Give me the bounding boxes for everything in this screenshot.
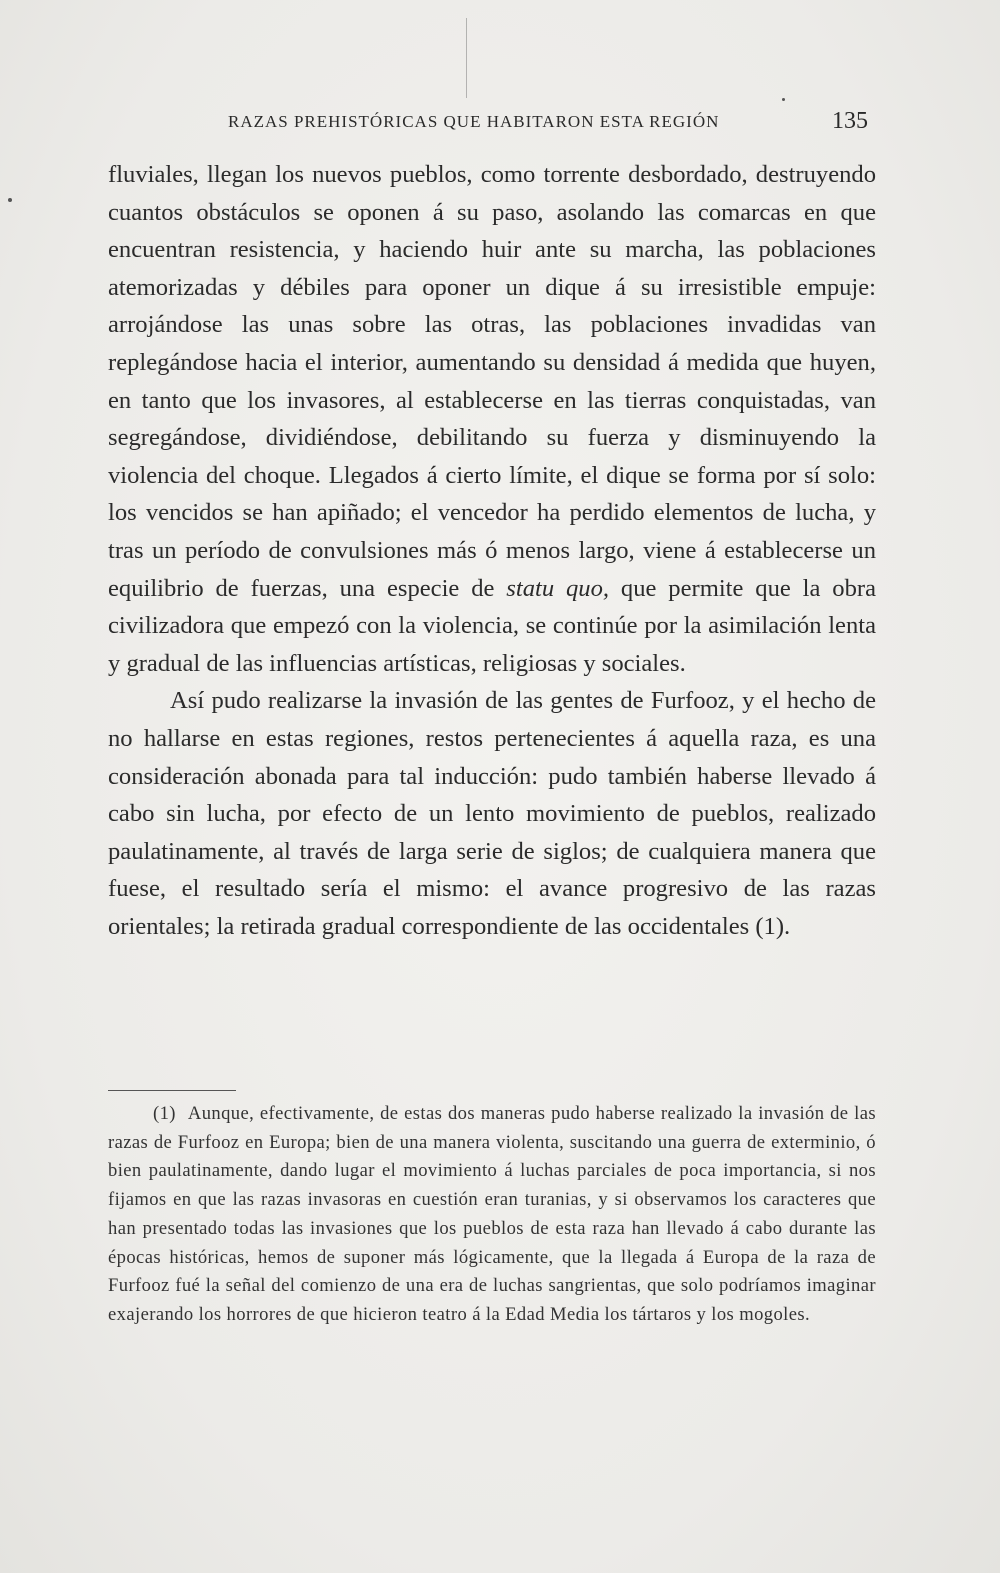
footnote-marker: (1) [153,1103,176,1124]
scan-speck [782,98,785,101]
paragraph [108,156,876,682]
footnote [108,1100,876,1330]
paragraph: Así pudo realizarse la invasión de las gentes de Furfooz, y el hecho de no hallarse en estas regiones, restos pertenecientes á aquella raza, es una consideración abonada para tal inducción: pudo también haberse llevado á cabo sin lucha, por efecto de un lento movimiento de pueblos, realizado paulatinamente, al través de larga serie de siglos; de cualquiera manera que fuese, el resultado sería el mismo: el avance progresivo de las razas orientales; la retirada gradual correspondiente de las occidentales (1). [108,687,876,940]
main-text [108,156,876,945]
footnote-divider [108,1090,236,1091]
paragraph-text: fluviales, llegan los nuevos pueblos, como torrente desbordado, destruyendo cuantos obstáculos se oponen á su paso, asolando las comarcas en que encuentran resistencia, y haciendo huir ante su marcha, las poblaciones atemorizadas y débiles para oponer un dique á su irresistible empuje: arrojándose las unas sobre las otras, las poblaciones invadidas van replegándose hacia el interior, aumentando su densidad á medida que huyen, en tanto que los invasores, al establecerse en las tierras conquistadas, van segregándose, dividiéndose, debilitando su fuerza y disminuyendo la violencia del choque. Llegados á cierto límite, el dique se forma por sí solo: los vencidos se han apiñado; el vencedor ha perdido elementos de lucha, y tras un período de convulsiones más ó menos largo, viene á establecerse un equilibrio de fuerzas, una especie de [108,161,876,602]
scan-scratch [466,18,467,98]
running-head: RAZAS PREHISTÓRICAS QUE HABITARON ESTA REGIÓN [228,112,720,131]
scan-speck [8,198,12,202]
italic-phrase: statu quo, [506,574,610,602]
page-number: 135 [832,108,868,134]
paragraph-text: que permite que la obra civilizadora que empezó con la violencia, se continúe por la asimilación lenta y gradual de las influencias artísticas, religiosas y sociales. [108,574,876,677]
footnote-text: Aunque, efectivamente, de estas dos maneras pudo haberse realizado la invasión de las razas de Furfooz en Europa; bien de una manera violenta, suscitando una guerra de exterminio, ó bien paulatinamente, dando lugar el movimiento á luchas parciales de poca importancia, si nos fijamos en que las razas invasoras en cuestión eran turanias, y si observamos los caracteres que han presentado todas las invasiones que los pueblos de esta raza han llevado á cabo durante las épocas históricas, hemos de suponer más lógicamente, que la llegada á Europa de la raza de Furfooz fué la señal del comienzo de una era de luchas sangrientas, que solo podríamos imaginar exajerando los horrores de que hicieron teatro á la Edad Media los tártaros y los mogoles. [108,1103,876,1325]
page-header [228,108,868,138]
